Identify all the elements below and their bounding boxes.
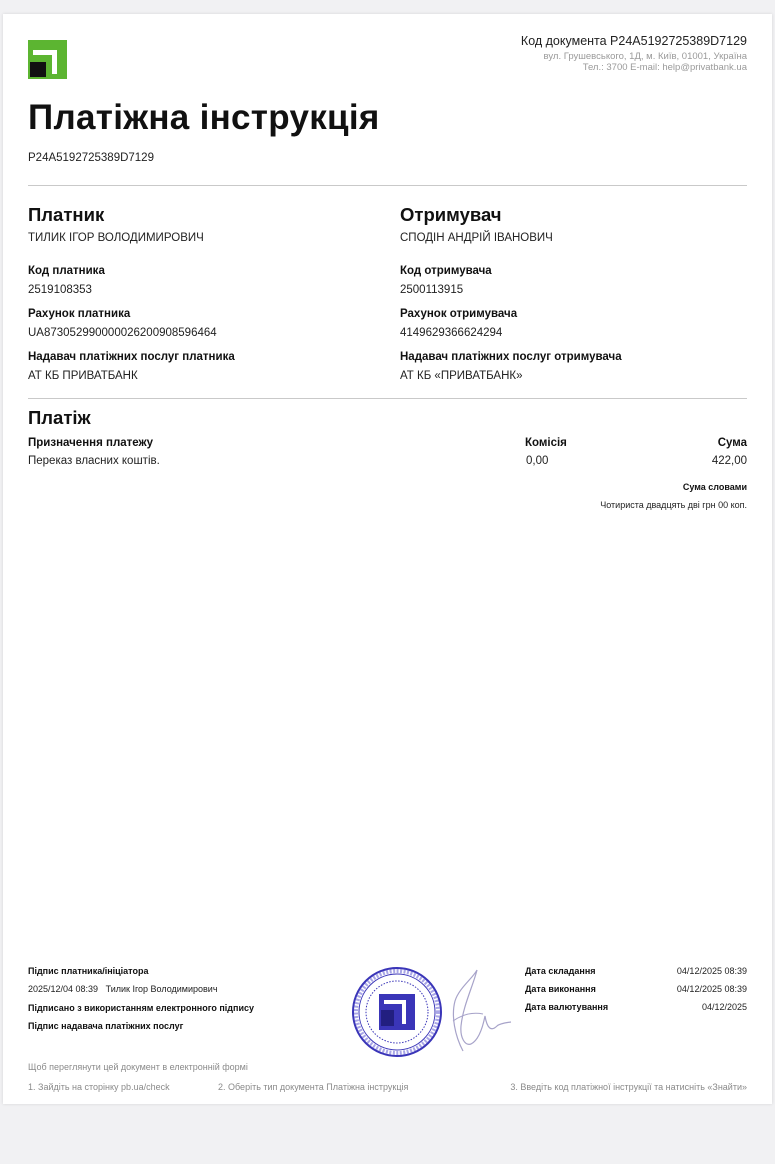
page-title: Платіжна інструкція [28, 98, 380, 137]
amount-label: Сума [717, 437, 747, 449]
signature-details [28, 984, 218, 994]
date-created-value: 04/12/2025 08:39 [676, 966, 747, 976]
signature-date: 2025/12/04 08:39 [28, 984, 99, 994]
amount-words-value: Чотириста двадцять дві грн 00 коп. [600, 500, 747, 510]
handwritten-signature [433, 966, 513, 1056]
purpose-label: Призначення платежу [28, 437, 154, 449]
recipient-code-value: 2500113915 [400, 284, 464, 296]
recipient-provider-label: Надавач платіжних послуг отримувача [400, 351, 622, 363]
bank-seal-stamp [351, 966, 443, 1058]
payer-provider-value: АТ КБ ПРИВАТБАНК [28, 370, 138, 382]
document-page [3, 14, 772, 1104]
payer-name: ТИЛИК ІГОР ВОЛОДИМИРОВИЧ [28, 232, 204, 244]
address-line-2: Тел.: 3700 E-mail: help@privatbank.ua [582, 62, 747, 73]
payer-code-label: Код платника [28, 265, 105, 277]
provider-signature-label: Підпис надавача платіжних послуг [28, 1021, 184, 1031]
payer-account-label: Рахунок платника [28, 308, 131, 320]
amount-words-label: Сума словами [682, 482, 747, 492]
purpose-value: Переказ власних коштів. [28, 455, 160, 467]
divider [28, 185, 747, 186]
recipient-name: СПОДІН АНДРІЙ ІВАНОВИЧ [400, 232, 553, 244]
date-value-value: 04/12/2025 [701, 1002, 747, 1012]
step-2: 2. Оберіть тип документа Платіжна інструкція [218, 1082, 409, 1092]
document-code-header: Код документа P24A5192725389D7129 [520, 34, 747, 48]
signature-name: Тилик Ігор Володимирович [105, 984, 218, 994]
view-hint: Щоб переглянути цей документ в електронній формі [28, 1062, 248, 1072]
step-3: 3. Введіть код платіжної інструкції та натисніть «Знайти» [510, 1082, 747, 1092]
step-1: 1. Зайдіть на сторінку pb.ua/check [28, 1082, 170, 1092]
document-code: P24A5192725389D7129 [28, 152, 154, 164]
recipient-account-label: Рахунок отримувача [400, 308, 518, 320]
divider [28, 398, 747, 399]
payer-code-value: 2519108353 [28, 284, 92, 296]
recipient-code-label: Код отримувача [400, 265, 492, 277]
date-value-label: Дата валютування [525, 1002, 609, 1012]
commission-label: Комісія [525, 437, 567, 449]
amount-value: 422,00 [711, 455, 747, 467]
payer-provider-label: Надавач платіжних послуг платника [28, 351, 235, 363]
commission-value: 0,00 [526, 455, 549, 467]
payer-heading: Платник [28, 204, 105, 225]
bank-address [544, 51, 747, 73]
recipient-provider-value: АТ КБ «ПРИВАТБАНК» [400, 370, 523, 382]
recipient-heading: Отримувач [400, 204, 502, 225]
payer-signature-label: Підпис платника/ініціатора [28, 966, 149, 976]
recipient-account-value: 4149629366624294 [400, 327, 503, 339]
date-executed-label: Дата виконання [525, 984, 596, 994]
date-created-label: Дата складання [525, 966, 596, 976]
signed-electronic-note: Підписано з використанням електронного підпису [28, 1003, 255, 1013]
payer-account-value: UA873052990000026200908596464 [28, 327, 217, 339]
address-line-1: вул. Грушевського, 1Д, м. Київ, 01001, Україна [543, 51, 747, 62]
payment-heading: Платіж [28, 407, 91, 428]
date-executed-value: 04/12/2025 08:39 [676, 984, 747, 994]
privatbank-logo-icon [28, 40, 67, 79]
